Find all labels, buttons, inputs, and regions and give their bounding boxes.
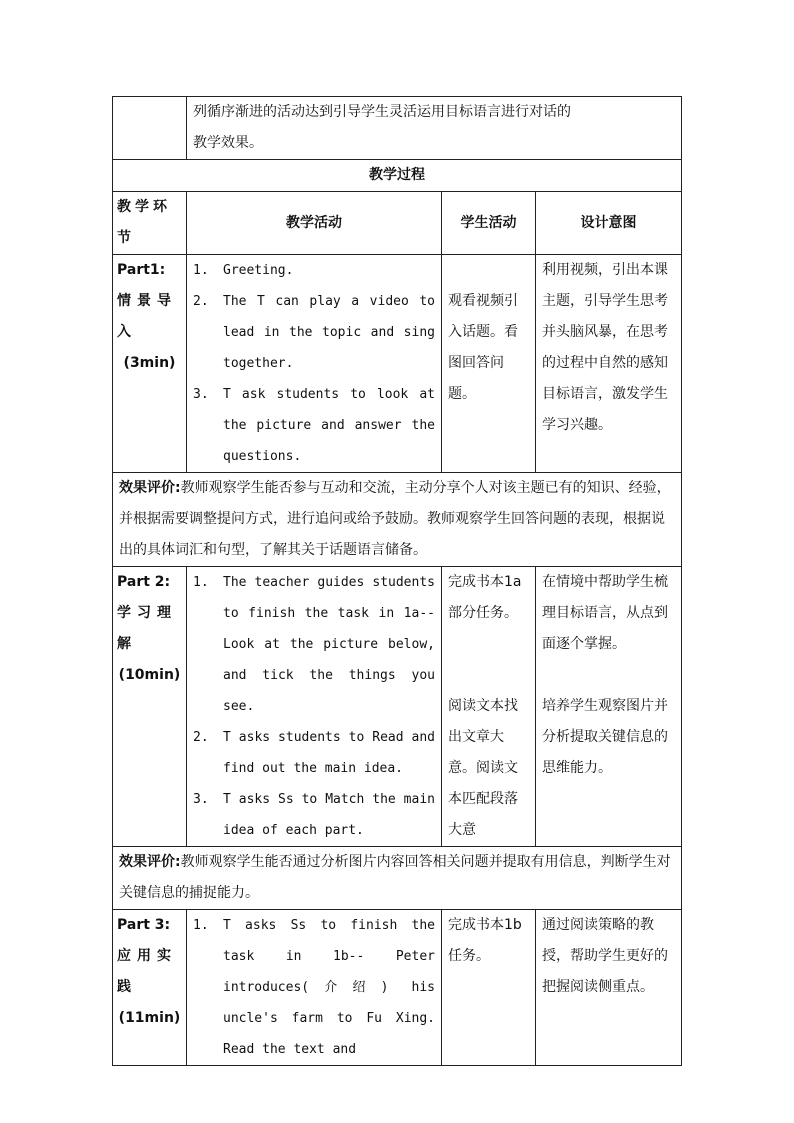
part3-time: (11min) [118, 1010, 181, 1026]
item-text: T ask students to look at the picture and answer the questions. [223, 387, 435, 464]
item-number: 3. [193, 387, 209, 402]
part3-activities-cell [187, 910, 442, 1066]
top-text-cell [187, 97, 682, 160]
list-item [193, 379, 435, 472]
eval2-label: 效果评价: [119, 854, 181, 870]
part3-row [113, 910, 682, 1066]
part1-time: (3min) [123, 355, 176, 371]
part2-activity-list [193, 567, 435, 846]
header-student: 学生活动 [442, 192, 536, 255]
item-number: 2. [193, 294, 209, 309]
item-number: 1. [193, 918, 209, 933]
item-text: T asks Ss to finish the task in 1b-- Peter introduces(介绍) his uncle's farm to Fu Xing. Read the text and [223, 918, 435, 1057]
section-title-row [113, 160, 682, 192]
list-item [193, 286, 435, 379]
header-stage: 教学环节 [113, 192, 187, 255]
part1-row [113, 255, 682, 473]
item-number: 1. [193, 575, 209, 590]
item-text: The teacher guides students to finish the task in 1a-- Look at the picture below, and tick the things you see. [223, 575, 435, 714]
part1-activity-list [193, 255, 435, 472]
part3-name: 应用实践 [117, 948, 177, 995]
list-item [193, 567, 435, 722]
section-title: 教学过程 [113, 160, 682, 192]
part3-stage-cell [113, 910, 187, 1066]
part2-name: 学习理解 [117, 605, 177, 652]
eval1-cell [113, 473, 682, 567]
part1-student-text: 观看视频引入话题。看图回答问题。 [448, 293, 518, 402]
part2-design-text2: 培养学生观察图片并分析提取关键信息的思维能力。 [542, 698, 668, 776]
part3-design-cell [536, 910, 682, 1066]
list-item [193, 255, 435, 286]
item-text: T asks Ss to Match the main idea of each part. [223, 792, 435, 838]
list-item [193, 910, 435, 1065]
header-design: 设计意图 [536, 192, 682, 255]
eval2-text: 教师观察学生能否通过分析图片内容回答相关问题并提取有用信息，判断学生对关键信息的捕捉能力。 [119, 854, 671, 901]
part1-design-cell [536, 255, 682, 473]
part3-design-text: 通过阅读策略的教授，帮助学生更好的把握阅读侧重点。 [542, 917, 668, 995]
list-item [193, 784, 435, 846]
part1-stage-cell [113, 255, 187, 473]
part1-label: Part1: [117, 262, 166, 278]
item-text: Greeting. [223, 263, 294, 278]
top-row [113, 97, 682, 160]
part2-row [113, 567, 682, 847]
eval2-row [113, 847, 682, 910]
item-number: 1. [193, 263, 209, 278]
top-text-line1: 列循序渐进的活动达到引导学生灵活运用目标语言进行对话的 [193, 104, 571, 120]
eval2-cell [113, 847, 682, 910]
part2-student-text2: 阅读文本找出文章大意。阅读文本匹配段落大意 [448, 698, 518, 838]
part1-student-cell [442, 255, 536, 473]
item-text: The T can play a video to lead in the topic and sing together. [223, 294, 435, 371]
top-left-empty-cell [113, 97, 187, 160]
part1-activities-cell [187, 255, 442, 473]
item-text: T asks students to Read and find out the main idea. [223, 730, 435, 776]
header-row [113, 192, 682, 255]
part2-student-cell [442, 567, 536, 847]
part2-design-text1: 在情境中帮助学生梳理目标语言，从点到面逐个掌握。 [542, 574, 668, 652]
part1-design-text: 利用视频，引出本课主题，引导学生思考并头脑风暴，在思考的过程中自然的感知目标语言，激发学生学习兴趣。 [542, 262, 668, 433]
top-text-line2: 教学效果。 [193, 135, 263, 151]
item-number: 3. [193, 792, 209, 807]
part1-name: 情景导入 [117, 293, 177, 340]
eval1-text: 教师观察学生能否参与互动和交流，主动分享个人对该主题已有的知识、经验，并根据需要调整提问方式，进行追问或给予鼓励。教师观察学生回答问题的表现，根据说出的具体词汇和句型，了解其关于话题语言储备。 [119, 480, 671, 558]
list-item [193, 722, 435, 784]
part3-student-cell [442, 910, 536, 1066]
part2-stage-cell [113, 567, 187, 847]
part2-student-text1: 完成书本1a部分任务。 [448, 574, 522, 621]
header-teacher: 教学活动 [187, 192, 442, 255]
part3-label: Part 3: [117, 917, 171, 933]
part3-activity-list [193, 910, 435, 1065]
part3-student-text: 完成书本1b任务。 [448, 917, 522, 964]
eval1-label: 效果评价: [119, 480, 181, 496]
part2-time: (10min) [118, 667, 181, 683]
lesson-plan-table [112, 96, 682, 1066]
part2-design-cell [536, 567, 682, 847]
part2-activities-cell [187, 567, 442, 847]
part2-label: Part 2: [117, 574, 171, 590]
item-number: 2. [193, 730, 209, 745]
eval1-row [113, 473, 682, 567]
